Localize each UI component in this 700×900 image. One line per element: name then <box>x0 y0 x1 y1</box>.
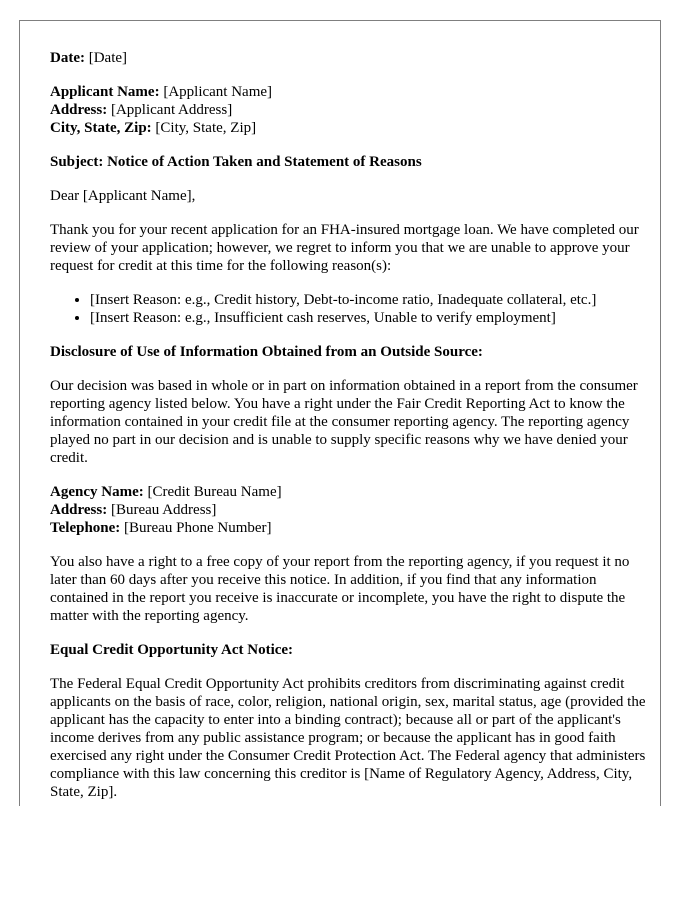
agency-phone-label: Telephone: <box>50 520 121 536</box>
subject-line <box>50 153 646 171</box>
date-value: [Date] <box>88 50 128 66</box>
free-copy-paragraph: You also have a right to a free copy of your report from the reporting agency, if you request it no later than 60 days after you receive this notice. In addition, if you find that any information contained in the report you receive is inaccurate or incomplete, you have the right to dispute the matter with the reporting agency. <box>50 554 630 624</box>
ecoa-paragraph: The Federal Equal Credit Opportunity Act prohibits creditors from discriminating against credit applicants on the basis of race, color, religion, national origin, sex, marital status, age (provided the applicant has the capacity to enter into a binding contract); because all or part of the applicant's income derives from any public assistance program; or because the applicant has in good faith exercised any right under the Consumer Credit Protection Act. The Federal agency that administers compliance with this law concerning this creditor is [Name of Regulatory Agency, Address, City, State, Zip]. <box>50 676 646 800</box>
applicant-name-label: Applicant Name: <box>50 84 160 100</box>
applicant-csz-value: [City, State, Zip] <box>155 120 257 136</box>
letter-content <box>50 49 646 806</box>
date-label: Date: <box>50 50 85 66</box>
applicant-address-line <box>50 101 646 119</box>
ecoa-heading <box>50 641 646 659</box>
agency-phone-value: [Bureau Phone Number] <box>124 520 272 536</box>
agency-block <box>50 483 646 537</box>
reason-item: • [Insert Reason: e.g., Credit history, Debt-to-income ratio, Inadequate collateral, etc.] <box>90 291 646 309</box>
agency-address-label: Address: <box>50 502 108 518</box>
agency-name-value: [Credit Bureau Name] <box>147 484 282 500</box>
letter-page <box>19 20 661 806</box>
agency-address-value: [Bureau Address] <box>110 502 217 518</box>
agency-name-line <box>50 483 646 501</box>
agency-phone-line <box>50 519 646 537</box>
disclosure-heading-text: Disclosure of Use of Information Obtained from an Outside Source: <box>50 344 483 360</box>
applicant-address-label: Address: <box>50 102 108 118</box>
applicant-name-value: [Applicant Name] <box>163 84 273 100</box>
applicant-block <box>50 83 646 137</box>
agency-address-line <box>50 501 646 519</box>
date-line <box>50 49 646 67</box>
disclosure-paragraph: Our decision was based in whole or in part on information obtained in a report from the consumer reporting agency listed below. You have a right under the Fair Credit Reporting Act to know the information contained in your credit file at the consumer reporting agency. The reporting agency played no part in our decision and is unable to supply specific reasons why we have denied your credit. <box>50 378 638 466</box>
subject-text: Subject: Notice of Action Taken and Statement of Reasons <box>50 154 422 170</box>
ecoa-heading-text: Equal Credit Opportunity Act Notice: <box>50 642 294 658</box>
reason-item: • [Insert Reason: e.g., Insufficient cash reserves, Unable to verify employment] <box>90 309 646 327</box>
agency-name-label: Agency Name: <box>50 484 144 500</box>
applicant-address-value: [Applicant Address] <box>110 102 233 118</box>
applicant-name-line <box>50 83 646 101</box>
salutation: Dear [Applicant Name], <box>50 188 196 204</box>
intro-paragraph: Thank you for your recent application for an FHA-insured mortgage loan. We have completed our review of your application; however, we regret to inform you that we are unable to approve your request for credit at this time for the following reason(s): <box>50 222 639 274</box>
applicant-csz-label: City, State, Zip: <box>50 120 152 136</box>
reasons-list <box>50 291 646 327</box>
applicant-csz-line <box>50 119 646 137</box>
disclosure-heading <box>50 343 646 361</box>
